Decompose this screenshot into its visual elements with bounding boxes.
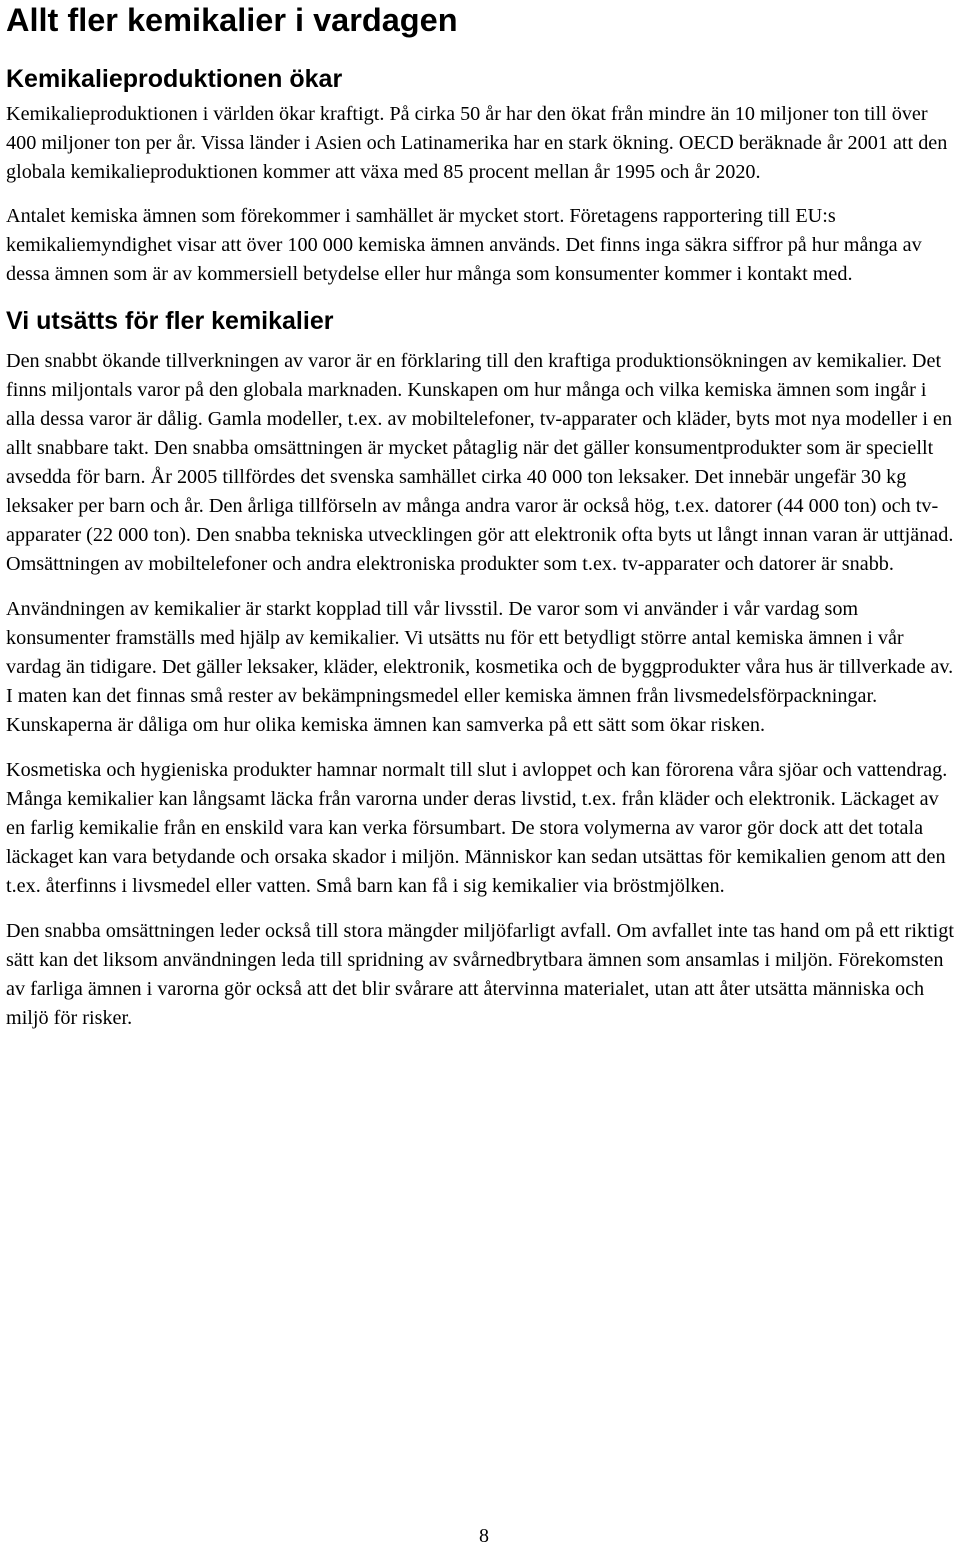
document-title: Allt fler kemikalier i vardagen	[6, 2, 458, 38]
document-page	[6, 0, 958, 1033]
section-heading-vi-utsatts: Vi utsätts för fler kemikalier	[6, 307, 334, 335]
paragraph: Antalet kemiska ämnen som förekommer i samhället är mycket stort. Företagens rapportering till EU:s kemikaliemyndighet visar att över 100 000 kemiska ämnen används. Det finns inga säkra siffror på hur många av dessa ämnen som är av kommersiell betydelse eller hur många som konsumenter kommer i kontakt med.	[6, 205, 922, 285]
paragraph: Kosmetiska och hygieniska produkter hamnar normalt till slut i avloppet och kan förorena våra sjöar och vattendrag. Många kemikalier kan långsamt läcka från varorna under deras livstid, t.ex. från kläder och elektronik. Läckaget av en farlig kemikalie från en enskild vara kan verka försumbart. De stora volymerna av varor gör dock att det totala läckaget kan vara betydande och orsaka skador i miljön. Människor kan sedan utsättas för kemikalien genom att den t.ex. återfinns i livsmedel eller vatten. Små barn kan få i sig kemikalier via bröstmjölken.	[6, 759, 948, 897]
paragraph: Den snabbt ökande tillverkningen av varor är en förklaring till den kraftiga produktionsökningen av kemikalier. Det finns miljontals varor på den globala marknaden. Kunskapen om hur många och vilka kemiska ämnen som ingår i alla dessa varor är dålig. Gamla modeller, t.ex. av mobiltelefoner, tv-apparater och kläder, byts mot nya modeller i en allt snabbare takt. Den snabba omsättningen är mycket påtaglig när det gäller konsumentprodukter som är speciellt avsedda för barn. År 2005 tillfördes det svenska samhället cirka 40 000 ton leksaker. Det innebär ungefär 30 kg leksaker per barn och år. Den årliga tillförseln av många andra varor är också hög, t.ex. datorer (44 000 ton) och tv-apparater (22 000 ton). Den snabba tekniska utvecklingen gör att elektronik ofta byts ut långt innan varan är uttjänad. Omsättningen av mobiltelefoner och andra elektroniska produkter som t.ex. tv-apparater och datorer är snabb.	[6, 350, 954, 575]
paragraph: Kemikalieproduktionen i världen ökar kraftigt. På cirka 50 år har den ökat från mindre än 10 miljoner ton till över 400 miljoner ton per år. Vissa länder i Asien och Latinamerika har en stark ökning. OECD beräknade år 2001 att den globala kemikalieproduktionen kommer att växa med 85 procent mellan år 1995 och år 2020.	[6, 103, 948, 183]
paragraph: Användningen av kemikalier är starkt kopplad till vår livsstil. De varor som vi använder i vår vardag som konsumenter framställs med hjälp av kemikalier. Vi utsätts nu för ett betydligt större antal kemiska ämnen i vår vardag än tidigare. Det gäller leksaker, kläder, elektronik, kosmetika och de byggprodukter våra hus är tillverkade av. I maten kan det finnas små rester av bekämpningsmedel eller kemiska ämnen från livsmedelsförpackningar. Kunskaperna är dåliga om hur olika kemiska ämnen kan samverka på ett sätt som ökar risken.	[6, 598, 954, 736]
section-heading-kemikalieproduktionen: Kemikalieproduktionen ökar	[6, 65, 343, 93]
page-number: 8	[479, 1525, 489, 1547]
paragraph: Den snabba omsättningen leder också till stora mängder miljöfarligt avfall. Om avfallet inte tas hand om på ett riktigt sätt kan det liksom användningen leda till spridning av svårnedbrytbara ämnen som ansamlas i miljön. Förekomsten av farliga ämnen i varorna gör också att det blir svårare att återvinna materialet, utan att åter utsätta människa och miljö för risker.	[6, 920, 954, 1029]
